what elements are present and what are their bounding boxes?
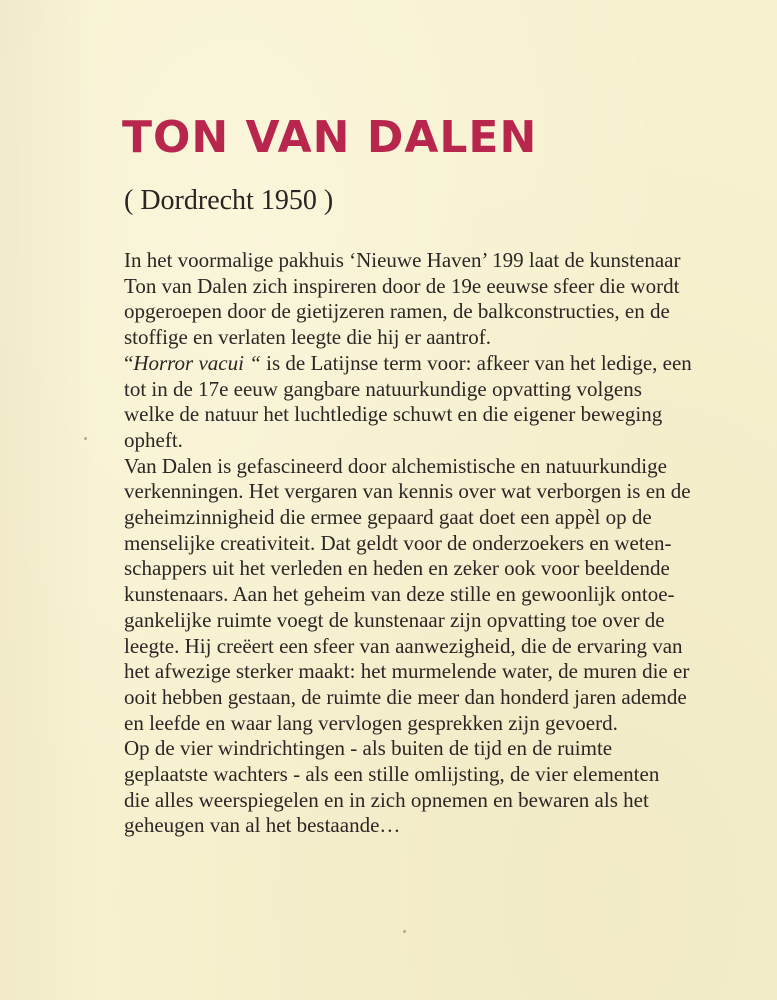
body-line-text: kunstenaars. Aan het geheim van deze stille en gewoonlijk ontoe- [124,582,675,607]
body-line-text: geheugen van al het bestaande… [124,813,401,838]
body-line [124,454,734,480]
paper-speck [84,437,87,440]
body-line [124,402,734,428]
body-line-text: die alles weerspiegelen en in zich opnemen en bewaren als het [124,787,649,812]
body-line [124,479,734,505]
body-line [124,634,734,660]
body-line [124,762,734,788]
body-line-text: ooit hebben gestaan, de ruimte die meer dan honderd jaren ademde [124,684,687,709]
body-line-text: Van Dalen is gefascineerd door alchemistische en natuurkundige [124,453,667,478]
body-line-text: en leefde en waar lang vervlogen gesprekken zijn gevoerd. [124,710,618,735]
paper-speck [403,930,406,933]
body-line [124,659,734,685]
italic-term: Horror vacui “ [133,350,261,375]
body-line [124,299,734,325]
body-text [124,248,734,839]
body-line [124,736,734,762]
body-line [124,351,734,377]
body-line-text: stoffige en verlaten leegte die hij er aantrof. [124,325,491,350]
body-line-text: Op de vier windrichtingen - als buiten de tijd en de ruimte [124,736,613,761]
body-line-text: Ton van Dalen zich inspireren door de 19e eeuwse sfeer die wordt [124,273,680,298]
body-line-text: schappers uit het verleden en heden en zeker ook voor beeldende [124,556,670,581]
body-line-text: opgeroepen door de gietijzeren ramen, de balkconstructies, en de [124,299,670,324]
body-line [124,248,734,274]
body-line [124,531,734,557]
body-line-text: gankelijke ruimte voegt de kunstenaar zijn opvatting toe over de [124,607,665,632]
body-line [124,582,734,608]
body-line-text: verkenningen. Het vergaren van kennis over wat verborgen is en de [124,479,691,504]
body-line-text: menselijke creativiteit. Dat geldt voor de onderzoekers en weten- [124,530,672,555]
body-line [124,556,734,582]
body-line [124,325,734,351]
body-line [124,788,734,814]
body-line [124,813,734,839]
body-line-text: geplaatste wachters - als een stille omlijsting, de vier elementen [124,762,660,787]
body-line [124,274,734,300]
body-line-text: welke de natuur het luchtledige schuwt en die eigener beweging [124,402,663,427]
body-line [124,711,734,737]
body-line [124,608,734,634]
body-line-text: geheimzinnigheid die ermee gepaard gaat doet een appèl op de [124,505,652,530]
body-line [124,377,734,403]
artist-name-heading: TON VAN DALEN [122,112,538,163]
body-line-text: opheft. [124,427,183,452]
body-line-text: het afwezige sterker maakt: het murmelende water, de muren die er [124,659,690,684]
body-line [124,505,734,531]
body-line [124,428,734,454]
body-line-text: tot in de 17e eeuw gangbare natuurkundige opvatting volgens [124,376,642,401]
open-quote: “ [124,350,134,375]
body-line-text: In het voormalige pakhuis ‘Nieuwe Haven’ 199 laat de kunstenaar [124,248,681,272]
artist-origin-subtitle: ( Dordrecht 1950 ) [124,185,334,216]
body-line-text: is de Latijnse term voor: afkeer van het ledige, een [260,350,692,375]
body-line-text: leegte. Hij creëert een sfeer van aanwezigheid, die de ervaring van [124,633,683,658]
body-line [124,685,734,711]
page-edge-shading [0,0,95,1000]
